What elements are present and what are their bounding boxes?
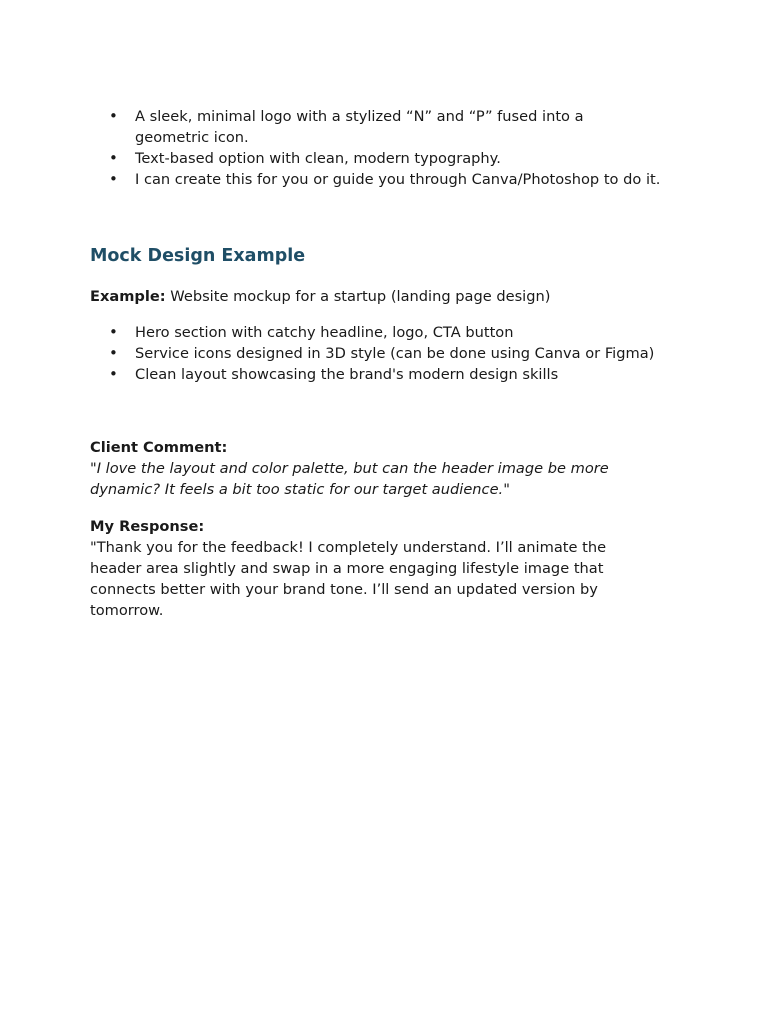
client-comment-open-quote: " (90, 460, 97, 477)
document-page (90, 106, 690, 621)
client-comment-quote: I love the layout and color palette, but can the header image be more dynamic? It feels a bit too static for our target audience. (90, 460, 609, 498)
my-response-text: "Thank you for the feedback! I completely understand. I’ll animate the header area slightly and swap in a more engaging lifestyle image that connects better with your brand tone. I’ll send an updated version by tomorrow. (90, 539, 607, 619)
example-label: Example: (90, 288, 166, 305)
client-comment-close-quote: " (503, 481, 510, 498)
example-paragraph (90, 286, 690, 307)
list-item: • Clean layout showcasing the brand's modern design skills (90, 364, 710, 385)
list-item: • I can create this for you or guide you through Canva/Photoshop to do it. (90, 169, 690, 190)
logo-options-list (90, 106, 690, 190)
list-item: • Hero section with catchy headline, logo, CTA button (90, 322, 710, 343)
list-item: • Service icons designed in 3D style (can be done using Canva or Figma) (90, 343, 710, 364)
design-features-list (90, 322, 710, 385)
client-comment-label: Client Comment: (90, 439, 228, 456)
list-item: • A sleek, minimal logo with a stylized “N” and “P” fused into a geometric icon. (90, 106, 655, 148)
example-text: Website mockup for a startup (landing page design) (165, 288, 551, 305)
section-heading: Mock Design Example (90, 246, 306, 266)
my-response-label: My Response: (90, 518, 205, 535)
client-comment-text (90, 458, 650, 500)
list-item: • Text-based option with clean, modern typography. (90, 148, 690, 169)
